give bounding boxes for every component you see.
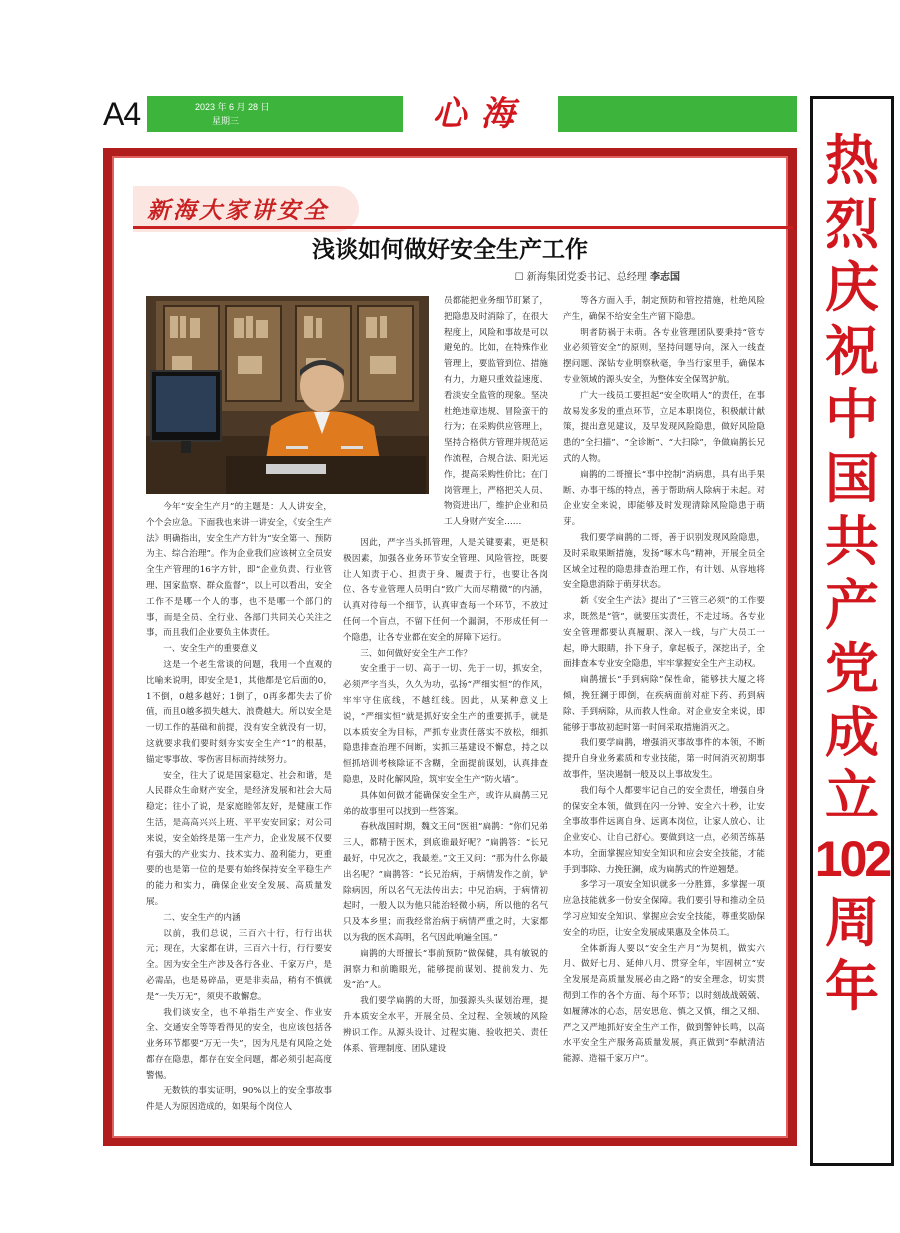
- article-column-top: [444, 294, 548, 531]
- paragraph: 以前，我们总说，三百六十行，行行出状元；现在，大家都在讲，三百六十行，行行要安全。因为安全生产涉及各行各业、千家万户，是必需品，也是易碎品，更是非卖品，稍有不慎就是“一失万无”，须臾不敢懈怠。: [146, 928, 332, 1002]
- masthead-title: 心海: [432, 94, 529, 134]
- section-rule: [133, 226, 793, 229]
- paragraph: 因此，严字当头抓管理，人是关键要素，更是积极因素，加强各业务环节安全管理、风险管控，既要让人知责于心、担责于身、履责于行，也要让各岗位、各专业管理人员明白“致广大而尽精微”的内涵，认真对待每一个细节，认真审查每一个环节，不放过任何一个盲点，不留下任何一个漏洞，不形成任何一个隐患，让各专业都在安全的屏障下运行。: [343, 538, 548, 643]
- issue-date: 2023 年 6 月 28 日: [195, 102, 270, 112]
- paragraph: 我们要学扁鹊的二哥，善于识别发现风险隐患，及时采取果断措施，发扬“啄木鸟”精神，开展全员全区域全过程的隐患排查治理工作，有计划、从容地将安全隐患消除于萌芽状态。: [563, 532, 765, 591]
- paragraph: 我们谈安全，也不单指生产安全、作业安全、交通安全等等看得见的安全，也应该包括各业务环节都要“万无一失”，因为凡是有风险之处都存在隐患，都存在安全问题，都必须引起高度警惕。: [146, 1007, 332, 1081]
- paragraph: 扁鹊的二哥擅长“事中控制”消病患，具有出手果断、办事干练的特点，善于帮助病人除病于未起。对企业安全来说，即能够及时发现清除风险隐患于萌芽。: [563, 469, 765, 528]
- paragraph: 安全，往大了说是国家稳定、社会和谐，是人民群众生命财产安全，是经济发展和社会大局稳定；往小了说，是家庭睦邻友好，是健康工作生活，是高高兴兴上班、平平安安回家；对公司来说，安全始终是第一生产力，企业发展不仅要有强大的产业实力、技术实力、盈利能力，更重要的也是第一位的是要有始终保持安全平稳生产的能力和实力，确保企业安全发展、高质量发展。: [146, 770, 332, 907]
- banner-char: 祝: [825, 318, 879, 383]
- paragraph: 我们要学扁鹊，增强消灭事故事件的本领，不断提升自身业务素质和专业技能，第一时间消灭初期事故事件，坚决遏制一般及以上事故发生。: [563, 738, 765, 780]
- office-photo-illustration: [146, 296, 429, 494]
- paragraph: 具体如何做才能确保安全生产，或许从扁鹊三兄弟的故事里可以找到一些答案。: [343, 790, 548, 817]
- paragraph: 这是一个老生常谈的问题，我用一个直观的比喻来说明，即安全是1，其他都是它后面的0，1不倒，0越多越好；1倒了，0再多都失去了价值，而且0越多损失越大、浪费越大。所以安全是一切工作的基础和前提，没有安全就没有一切，这就要求我们要时刻夯实安全生产“1”的根基，锚定零事故、零伤害目标而持续努力。: [146, 659, 332, 765]
- banner-char: 102: [814, 830, 890, 887]
- paragraph: 全体新海人要以“安全生产月”为契机，做实六月、做好七月、延伸八月、贯穿全年，牢固树立“安全发展是高质量发展必由之路”的安全理念，切实贯彻到工作的各个方面、每个环节；以时刻战战兢兢、如履薄冰的心态，居安思危、慎之又慎，细之又细、严之又严地抓好安全生产工作，做到警钟长鸣，以高水平安全生产服务高质量发展，真正做到“奉献清洁能源、造福千家万户”。: [563, 943, 765, 1065]
- banner-char: 国: [825, 445, 879, 510]
- banner-char: 庆: [825, 255, 879, 319]
- article-column-1: [146, 500, 332, 1116]
- banner-char: 年: [825, 953, 879, 1018]
- masthead: [403, 93, 558, 135]
- paragraph: 员都能把业务细节盯紧了，把隐患及时消除了，在很大程度上，风险和事故是可以避免的。比如，在特殊作业管理上，要监管到位、措施有力，力避只重效益速度、看淡安全监管的现象。坚决杜绝违章违规、冒险蛮干的行为；在采购供应管理上，坚持合格供方管理并规范运作流程，合规合法、阳光运作，提高采购性价比；在门岗管理上，严格把关人员、物资进出厂，维护企业和员工人身财产安全……: [444, 296, 548, 528]
- banner-char: 成: [825, 699, 879, 764]
- banner-text: [813, 129, 891, 1018]
- author-photo: [146, 296, 429, 494]
- paragraph: 广大一线员工要担起“安全吹哨人”的责任，在事故易发多发的重点环节，立足本职岗位，积极献计献策，提出意见建议，及早发现风险隐患，做好风险隐患的“全扫描”、“全诊断”、“大扫除”，争做扁鹊长兄式的人物。: [563, 390, 765, 464]
- page-number: A4: [103, 96, 141, 132]
- article-title: 浅谈如何做好安全生产工作: [312, 237, 588, 263]
- paragraph: 无数铁的事实证明，90%以上的安全事故事件是人为原因造成的，如果每个岗位人: [146, 1086, 332, 1113]
- banner-char: 共: [825, 509, 879, 573]
- banner-char: 党: [825, 636, 879, 700]
- paragraph: 明者防祸于未萌。各专业管理团队要秉持“管专业必须管安全”的原则，坚持问题导向，深入一线查摆问题、深钻专业明察秋毫，争当行家里手，确保本专业领域的源头安全，为整体安全保驾护航。: [563, 327, 765, 385]
- banner-char: 热: [825, 128, 879, 192]
- author-name: 李志国: [650, 272, 680, 283]
- subheading: 三、如何做好安全生产工作？: [360, 648, 472, 659]
- paragraph: 春秋战国时期，魏文王问“医祖”扁鹊：“你们兄弟三人，都精于医术，到底谁最好呢？”扁鹊答：“长兄最好，中兄次之，我最差。”文王又问：“那为什么你最出名呢？”扁鹊答：“长兄治病，于病情发作之前，铲除病因，所以名气无法传出去；中兄治病，于病情初起时，一般人以为他只能治轻微小病，所以他的名气只及本乡里；而我经常治病于病情严重之时，大家都以为我的医术高明，名气因此响遍全国。”: [343, 822, 548, 943]
- subheading: 一、安全生产的重要意义: [163, 644, 258, 655]
- byline-prefix: ☐ 新海集团党委书记、总经理: [514, 272, 647, 283]
- byline: [120, 268, 680, 283]
- paragraph: 等各方面入手，制定预防和管控措施，杜绝风险产生，确保不给安全生产留下隐患。: [563, 296, 765, 322]
- issue-weekday: 星期三: [212, 116, 240, 126]
- paragraph: 我们每个人都要牢记自己的安全责任，增强自身的保安全本领，做到在闪一分钟、安全六十秒，让安全事故事件远离自身、远离本岗位，让家人放心、让企业安心、让自己舒心。要做到这一点，必须苦练基本功，全面掌握应知安全知识和应会安全技能，才能手到事除、力挽狂澜，成为扁鹊式的忤逆翘楚。: [563, 785, 765, 875]
- paragraph: 今年“安全生产月”的主题是：人人讲安全，个个会应急。下面我也来讲一讲安全，《安全生产法》明确指出，安全生产方针为“安全第一、预防为主、综合治理”。作为企业我们应该树立全员安全生产管理的16字方针，即“企业负责、行业管理、国家监察、群众监督”，以上可以看出，安全工作不是哪一个人的事，也不是哪一个部门的事，而是全员、全行业、各部门共同关心关注之事，而且我们企业要负主体责任。: [146, 502, 332, 639]
- paragraph: 我们要学扁鹊的大哥，加强源头头谋划治理，提升本质安全水平，开展全员、全过程、全领域的风险辨识工作。从源头设计、过程实施、验收把关、责任体系、管理制度、团队建设: [343, 996, 548, 1054]
- article-column-2: [343, 536, 548, 1057]
- banner-char: 中: [825, 382, 879, 446]
- section-label: 新海大家讲安全: [147, 197, 329, 224]
- banner-char: 烈: [825, 191, 879, 256]
- paragraph: 扁鹊擅长“手到病除”保性命，能够扶大厦之将倾，挽狂澜于即倒，在疾病面前对症下药、药到病除、手到病除，从而救人性命。对企业安全来说，即能够于事故初起时第一时间采取措施消灭之。: [563, 675, 765, 733]
- celebration-banner: [810, 96, 894, 1166]
- section-tag: [133, 186, 359, 232]
- paragraph: 安全重于一切、高于一切、先于一切，抓安全，必须严字当头，久久为功，弘扬“严细实恒”的作风，牢牢守住底线，不越红线。因此，从某种意义上说，“严细实恒”就是抓好安全生产的重要抓手，就是以本质安全为目标，严抓专业责任落实不放松，细抓隐患排查治理不间断，实抓三基建设不懈怠，持之以恒抓培训考核除证不含糊，全面提前谋划，认真排查隐患，及时化解风险，筑牢安全生产“防火墙”。: [343, 664, 548, 785]
- banner-char: 周: [825, 890, 879, 954]
- banner-char: 产: [825, 572, 879, 637]
- article-column-3: [563, 294, 765, 1068]
- paragraph: 扁鹊的大哥擅长“事前预防”做保健，具有敏锐的洞察力和前瞻眼光，能够提前谋划、提前发力、先发“治”人。: [343, 948, 548, 991]
- paragraph: 多学习一项安全知识就多一分胜算，多掌握一项应急技能就多一份安全保障。我们要引导和推动全员学习应知安全知识、掌握应会安全技能，尊重奖励保安全的功臣，让安全发展成果惠及全体员工。: [563, 880, 765, 938]
- subheading: 二、安全生产的内涵: [163, 912, 241, 923]
- paragraph: 新《安全生产法》提出了“三管三必须”的工作要求，既然是“管”，就要压实责任，不走过场。各专业安全管理都要认真履职、深入一线，与广大员工一起，睁大眼睛，扑下身子，拿起板子，深挖出子，全面排查本专业安全隐患，牢牢掌握安全生产主动权。: [563, 596, 765, 670]
- banner-char: 立: [825, 763, 879, 827]
